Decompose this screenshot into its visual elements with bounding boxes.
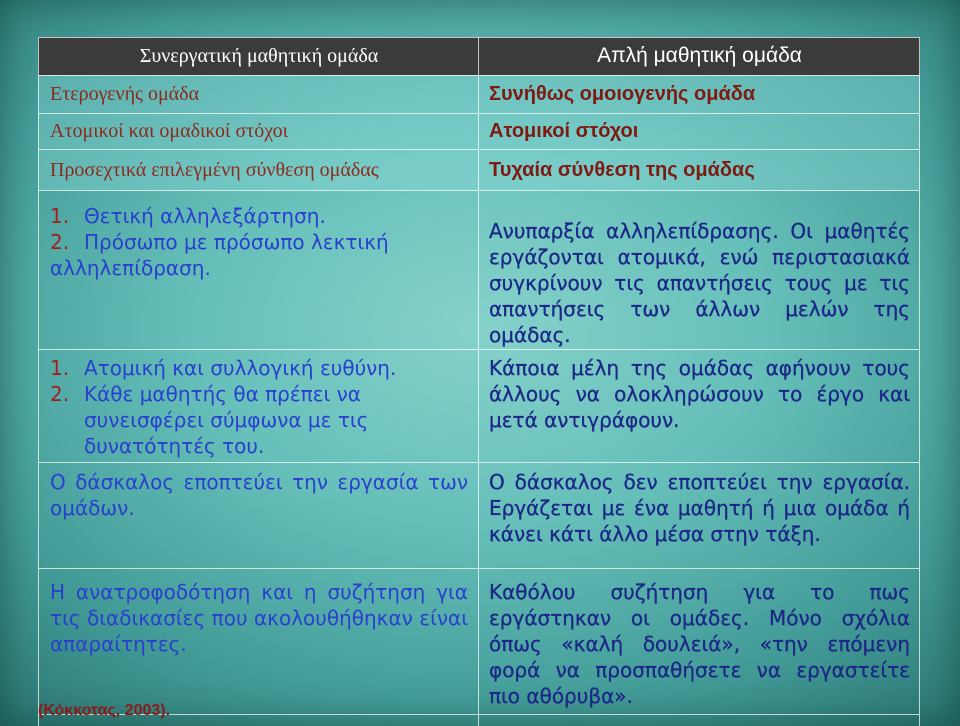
citation: (Κόκκοτας, 2003). — [38, 702, 171, 719]
header-simple-group: Απλή μαθητική ομάδα — [478, 37, 920, 75]
list-text: Πρόσωπο με πρόσωπο λεκτική αλληλεπίδραση. — [50, 230, 389, 280]
summary-cell-simple: Τυχαία σύνθεση της ομάδας — [478, 150, 920, 190]
table-header-row — [38, 37, 920, 75]
summary-cell-cooperative: Προσεχτικά επιλεγμένη σύνθεση ομάδας — [50, 158, 379, 181]
detail-row — [38, 349, 920, 462]
list-number: 1. — [50, 204, 70, 228]
list-item — [50, 381, 468, 459]
list-item — [50, 355, 468, 381]
summary-cell-simple: Συνήθως ομοιογενής ομάδα — [478, 76, 920, 113]
list-text: Θετική αλληλεξάρτηση. — [84, 204, 326, 228]
detail-text-cooperative: Η ανατροφοδότηση και η συζήτηση για τις διαδικασίες που ακολουθήθηκαν είναι απαραίτητες. — [50, 580, 468, 656]
list-number: 1. — [50, 356, 70, 380]
table-row-partial — [38, 714, 920, 726]
detail-text-simple: Ανυπαρξία αλληλεπίδρασης. Οι μαθητές εργάζονται ατομικά, ενώ περιστασιακά συγκρίνουν τις απαντήσεις τους με τις απαντήσεις των άλλων μελών της ομάδας. — [478, 191, 920, 349]
detail-text-simple: Κάποια μέλη της ομάδας αφήνουν τους άλλους να ολοκληρώσουν το έργο και μετά αντιγράφουν. — [478, 350, 920, 462]
summary-cell-cooperative: Ετερογενής ομάδα — [50, 83, 200, 105]
detail-row — [38, 568, 920, 714]
detail-text-simple: Ο δάσκαλος δεν εποπτεύει την εργασία. Εργάζεται με ένα μαθητή ή μια ομάδα ή κάνει κάτι άλλο μέσα στην τάξη. — [478, 463, 920, 568]
summary-cell-cooperative: Ατομικοί και ομαδικοί στόχοι — [50, 120, 289, 142]
numbered-list — [38, 191, 478, 349]
list-text: Κάθε μαθητής θα πρέπει να συνεισφέρει σύμφωνα με τις δυνατότητές του. — [84, 382, 369, 458]
list-number: 2. — [50, 230, 70, 254]
partial-cell-simple — [478, 715, 920, 726]
summary-row — [38, 149, 920, 190]
numbered-list — [38, 350, 478, 462]
detail-text-simple: Καθόλου συζήτηση για το πως εργάστηκαν οι ομάδες. Μόνο σχόλια όπως «καλή δουλειά», «την επόμενη φορά να προσπαθήσετε να εργαστείτε πιο αθόρυβα». — [478, 569, 920, 714]
summary-row — [38, 113, 920, 149]
header-cooperative-group: Συνεργατική μαθητική ομάδα — [139, 44, 379, 67]
detail-text-cooperative: Ο δάσκαλος εποπτεύει την εργασία των ομάδων. — [50, 470, 468, 520]
list-number: 2. — [50, 382, 70, 406]
list-item — [50, 229, 468, 281]
list-text: Ατομική και συλλογική ευθύνη. — [84, 356, 397, 380]
summary-row — [38, 75, 920, 113]
detail-row — [38, 462, 920, 568]
list-item — [50, 203, 468, 229]
detail-row — [38, 190, 920, 349]
summary-cell-simple: Ατομικοί στόχοι — [478, 114, 920, 149]
